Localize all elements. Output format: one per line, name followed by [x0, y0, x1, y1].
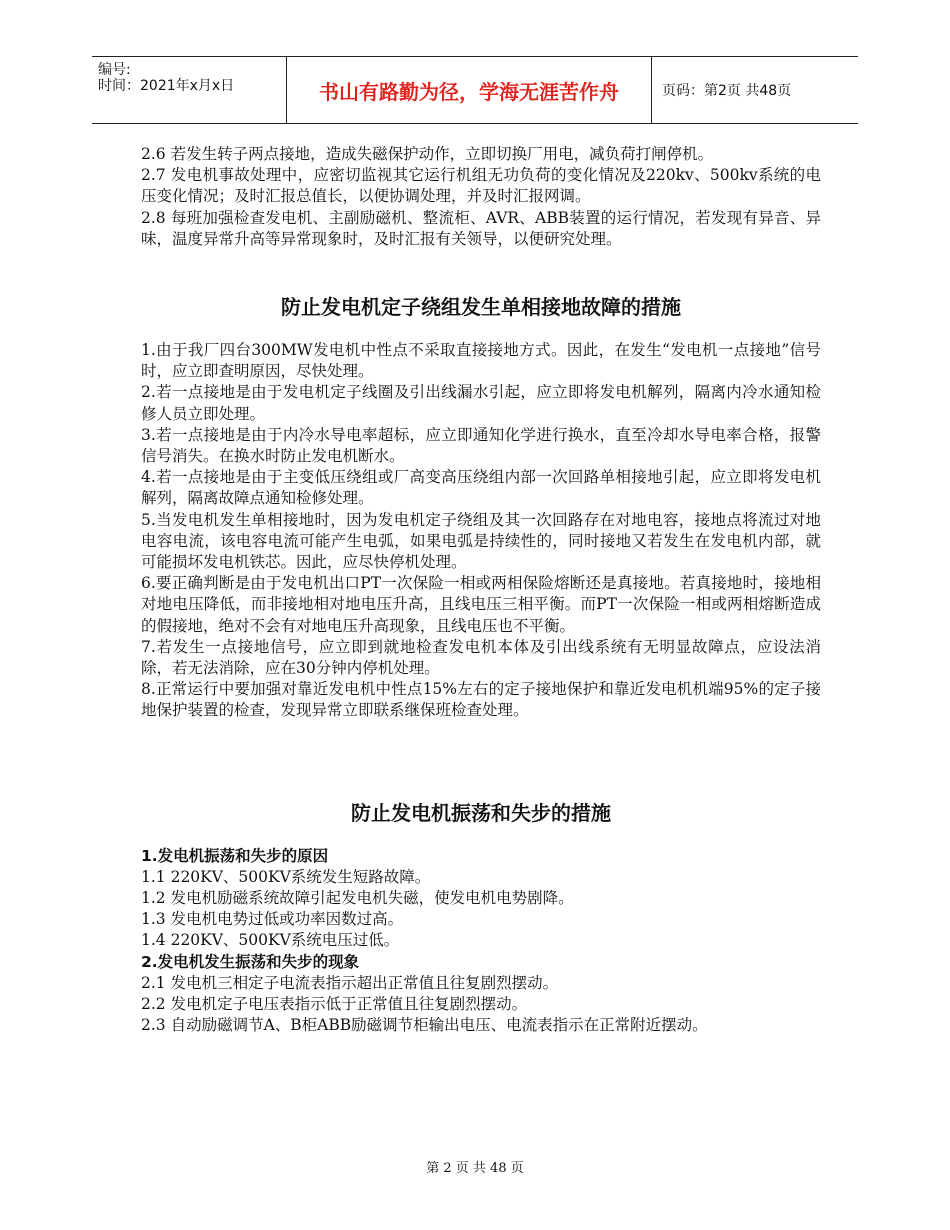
page-info: 页码：第2页 共48页: [662, 83, 792, 99]
motto: 书山有路勤为径，学海无涯苦作舟: [286, 57, 652, 123]
list-item: 2.3 自动励磁调节A、B柜ABB励磁调节柜输出电压、电流表指示在正常附近摆动。: [141, 1016, 708, 1035]
paragraph: 8.正常运行中要加强对靠近发电机中性点15%左右的定子接地保护和靠近发电机机端95%的定子接地保护装置的检查，发现异常立即联系继保班检查处理。: [141, 680, 821, 720]
paragraph: 4.若一点接地是由于主变低压绕组或厂高变高压绕组内部一次回路单相接地引起，应立即将发电机解列，隔离故障点通知检修处理。: [141, 468, 821, 508]
paragraph: 1.由于我厂四台300MW发电机中性点不采取直接接地方式。因此，在发生“发电机一点接地”信号时，应立即查明原因，尽快处理。: [141, 341, 821, 381]
page-footer: 第 2 页 共 48 页: [426, 1161, 524, 1176]
document-body: [141, 144, 821, 1037]
list-item: 1.3 发电机电势过低或功率因数过高。: [141, 910, 404, 929]
subheading: 2.发电机发生振荡和失步的现象: [141, 952, 360, 971]
list-item: 1.4 220KV、500KV系统电压过低。: [141, 931, 400, 950]
section-title: 防止发电机振荡和失步的措施: [351, 800, 611, 825]
paragraph: 2.8 每班加强检查发电机、主副励磁机、整流柜、AVR、ABB装置的运行情况，若发现有异音、异味，温度异常升高等异常现象时，及时汇报有关领导，以便研究处理。: [141, 208, 821, 248]
list-item: 2.2 发电机定子电压表指示低于正常值且往复剧烈摆动。: [141, 995, 528, 1014]
paragraph: 7.若发生一点接地信号，应立即到就地检查发电机本体及引出线系统有无明显故障点，应设法消除，若无法消除，应在30分钟内停机处理。: [141, 637, 821, 678]
paragraph: 6.要正确判断是由于发电机出口PT一次保险一相或两相保险熔断还是真接地。若真接地时，接地相对地电压降低，而非接地相对地电压升高，且线电压三相平衡。而PT一次保险一相或两相熔断造成的假接地，绝对不会有对地电压升高现象，且线电压也不平衡。: [141, 574, 821, 635]
list-item: 1.2 发电机励磁系统故障引起发电机失磁，使发电机电势剧降。: [141, 889, 574, 908]
paragraph: 3.若一点接地是由于内冷水导电率超标，应立即通知化学进行换水，直至冷却水导电率合格，报警信号消失。在换水时防止发电机断水。: [141, 425, 821, 466]
number-label: 编号:: [98, 62, 131, 78]
time-label: 时间：2021年x月x日: [98, 78, 235, 94]
header-left-cell: [92, 57, 286, 123]
section-title: 防止发电机定子绕组发生单相接地故障的措施: [281, 295, 681, 320]
paragraph: 5.当发电机发生单相接地时，因为发电机定子绕组及其一次回路存在对地电容，接地点将流过对地电容电流，该电容电流可能产生电弧，如果电弧是持续性的，同时接地又若发生在发电机内部，就可能损坏发电机铁芯。因此，应尽快停机处理。: [141, 510, 821, 572]
list-item: 2.1 发电机三相定子电流表指示超出正常值且往复剧烈摆动。: [141, 973, 559, 992]
paragraph: 2.7 发电机事故处理中，应密切监视其它运行机组无功负荷的变化情况及220kv、500kv系统的电压变化情况；及时汇报总值长，以便协调处理，并及时汇报网调。: [141, 166, 821, 206]
paragraph: 2.6 若发生转子两点接地，造成失磁保护动作，立即切换厂用电，减负荷打闸停机。: [141, 145, 714, 163]
header-table: [92, 56, 858, 124]
paragraph: 2.若一点接地是由于发电机定子线圈及引出线漏水引起，应立即将发电机解列，隔离内冷水通知检修人员立即处理。: [141, 383, 821, 423]
subheading: 1.发电机振荡和失步的原因: [141, 846, 329, 865]
list-item: 1.1 220KV、500KV系统发生短路故障。: [141, 867, 431, 886]
